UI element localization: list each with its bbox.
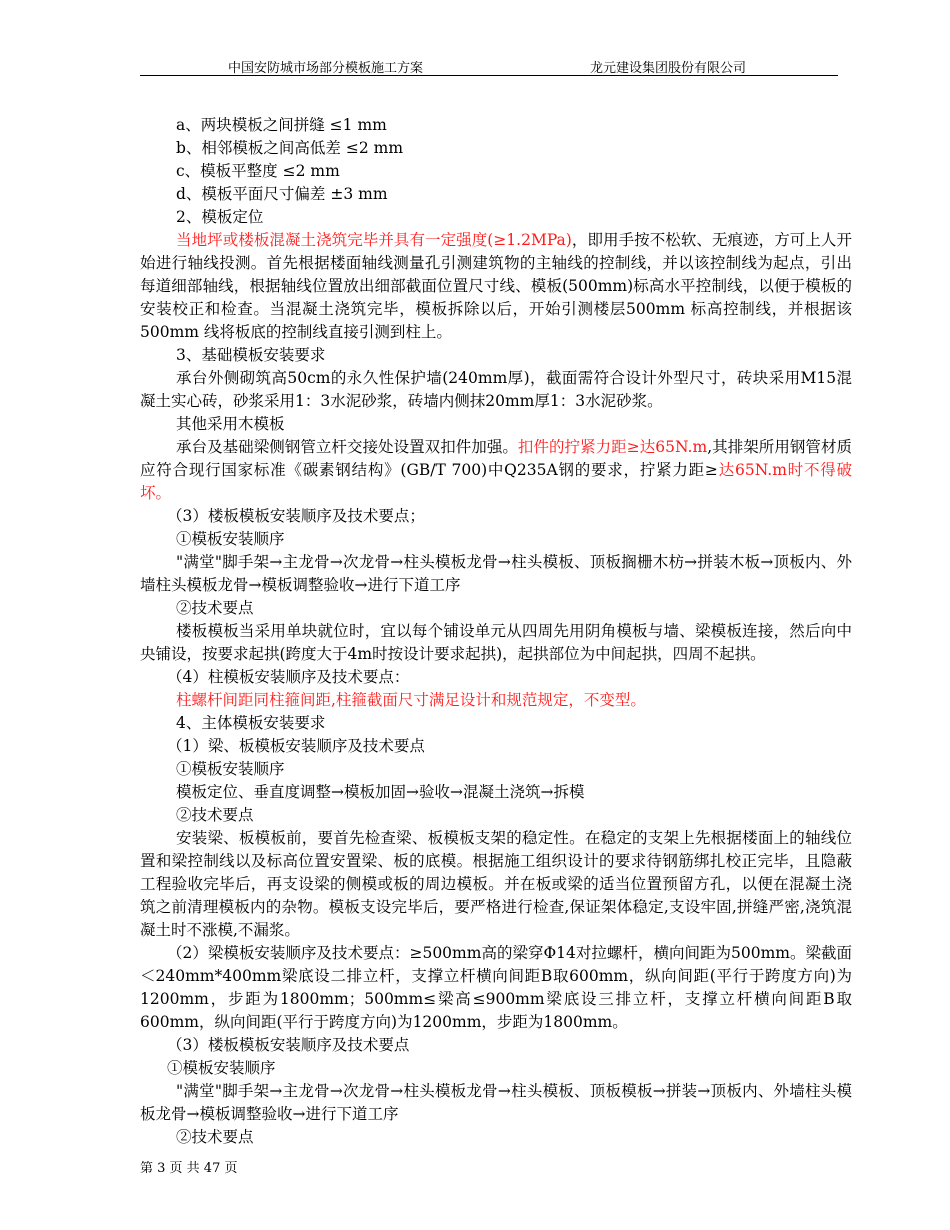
paragraph-beam-technical-points: 安装梁、板模板前，要首先检查梁、板模板支架的稳定性。在稳定的支架上先根据楼面上的轴线位置和梁控制线以及标高位置安置梁、板的底模。根据施工组织设计的要求待钢筋绑扎校正完毕，且隐蔽工程验收完毕后，再支设梁的侧模或板的周边模板。并在板或梁的适当位置预留方孔，以便在混凝土浇筑之前清理模板内的杂物。模板支设完毕后，要严格进行检查,保证架体稳定,支设牢固,拼缝严密,浇筑混凝土时不涨模,不漏浆。 xyxy=(140,829,852,939)
highlight-column-bolts: 柱螺杆间距同柱箍间距,柱箍截面尺寸满足设计和规范规定，不变型。 xyxy=(176,691,646,709)
subheading-beam-install-sequence: ①模板安装顺序 xyxy=(176,760,285,778)
paragraph-positioning-text: ，即用手按不松软、无痕迹，方可上人开始进行轴线投测。首先根据楼面轴线测量孔引测建筑物的主轴线的控制线，并以该控制线为起点，引出每道细部轴线，根据轴线位置放出细部截面位置尺寸线、模板(500mm)标高水平控制线，以便于模板的安装校正和检查。当混凝土浇筑完毕，模板拆除以后，开始引测楼层500mm 标高控制线，并根据该500mm 线将板底的控制线直接引测到柱上。 xyxy=(140,231,853,341)
header-company-name: 龙元建设集团股份有限公司 xyxy=(590,61,747,76)
subheading-beam-slab: （1）梁、板模板安装顺序及技术要点 xyxy=(167,737,425,755)
highlight-strength-requirement: 当地坪或楼板混凝土浇筑完毕并具有一定强度(≥1.2MPa) xyxy=(176,231,572,249)
paragraph-beam-formwork: （2）梁模板安装顺序及技术要点：≥500mm高的梁穿Φ14对拉螺杆，横向间距为500mm。梁截面＜240mm*400mm梁底设二排立杆，支撑立杆横向间距B取600mm，纵向间距(平行于跨度方向)为1200mm，步距为1800mm；500mm≤梁高≤900mm梁底设三排立杆，支撑立杆横向间距B取600mm，纵向间距(平行于跨度方向)为1200mm，步距为1800mm。 xyxy=(140,944,852,1031)
header-document-title: 中国安防城市场部分模板施工方案 xyxy=(228,61,424,76)
tolerance-item-d: d、模板平面尺寸偏差 ±3 mm xyxy=(176,185,388,203)
paragraph-wood-formwork: 其他采用木模板 xyxy=(176,415,285,433)
paragraph-fastener xyxy=(140,436,852,505)
subheading-install-sequence: ①模板安装顺序 xyxy=(176,530,285,548)
paragraph-fastener-text-1: 承台及基础梁侧钢管立杆交接处设置双扣件加强。 xyxy=(176,438,518,456)
section-heading-positioning: 2、模板定位 xyxy=(176,208,264,226)
tolerance-item-a: a、两块模板之间拼缝 ≤1 mm xyxy=(176,116,387,134)
document-body xyxy=(140,114,852,1149)
paragraph-technical-points: 楼板模板当采用单块就位时，宜以每个铺设单元从四周先用阴角模板与墙、梁模板连接，然后向中央铺设，按要求起拱(跨度大于4m时按设计要求起拱)，起拱部位为中间起拱，四周不起拱。 xyxy=(140,622,852,663)
tolerance-item-b: b、相邻模板之间高低差 ≤2 mm xyxy=(176,139,404,157)
paragraph-protective-wall: 承台外侧砌筑高50cm的永久性保护墙(240mm厚)，截面需符合设计外型尺寸，砖块采用M15混凝土实心砖，砂浆采用1：3水泥砂浆，砖墙内侧抹20mm厚1：3水泥砂浆。 xyxy=(140,369,852,410)
subheading-technical-points: ②技术要点 xyxy=(176,599,254,617)
subheading-floor-formwork-2: （3）楼板模板安装顺序及技术要点 xyxy=(167,1036,410,1054)
paragraph-positioning xyxy=(140,229,852,344)
highlight-torque-2: 达65N.m时不得破坏。 xyxy=(140,461,852,502)
paragraph-install-sequence: "满堂"脚手架→主龙骨→次龙骨→柱头模板龙骨→柱头模板、顶板搁栅木枋→拼装木板→顶板内、外墙柱头模板龙骨→模板调整验收→进行下道工序 xyxy=(140,553,852,594)
subheading-floor-formwork: （3）楼板模板安装顺序及技术要点； xyxy=(167,507,425,525)
subheading-column-formwork: （4）柱模板安装顺序及技术要点： xyxy=(167,668,410,686)
page-footer: 第 3 页 共 47 页 xyxy=(140,1161,238,1176)
subheading-floor-install-sequence: ①模板安装顺序 xyxy=(167,1059,276,1077)
page-header xyxy=(140,55,838,76)
paragraph-beam-install-sequence: 模板定位、垂直度调整→模板加固→验收→混凝土浇筑→拆模 xyxy=(176,783,585,801)
subheading-floor-technical-points: ②技术要点 xyxy=(176,1128,254,1146)
subheading-beam-technical-points: ②技术要点 xyxy=(176,806,254,824)
paragraph-floor-install-sequence: "满堂"脚手架→主龙骨→次龙骨→柱头模板龙骨→柱头模板、顶板模板→拼装→顶板内、外墙柱头模板龙骨→模板调整验收→进行下道工序 xyxy=(140,1082,852,1123)
section-heading-main-structure: 4、主体模板安装要求 xyxy=(176,714,326,732)
section-heading-foundation: 3、基础模板安装要求 xyxy=(176,346,326,364)
tolerance-item-c: c、模板平整度 ≤2 mm xyxy=(176,162,340,180)
paragraph-fastener-text-2: ,其排架所用钢管材质应符合现行国家标准《碳素钢结构》(GB/T 700)中Q235A钢的要求，拧紧力距≥ xyxy=(140,438,852,479)
highlight-torque-1: 扣件的拧紧力距≥达65N.m xyxy=(517,438,708,456)
